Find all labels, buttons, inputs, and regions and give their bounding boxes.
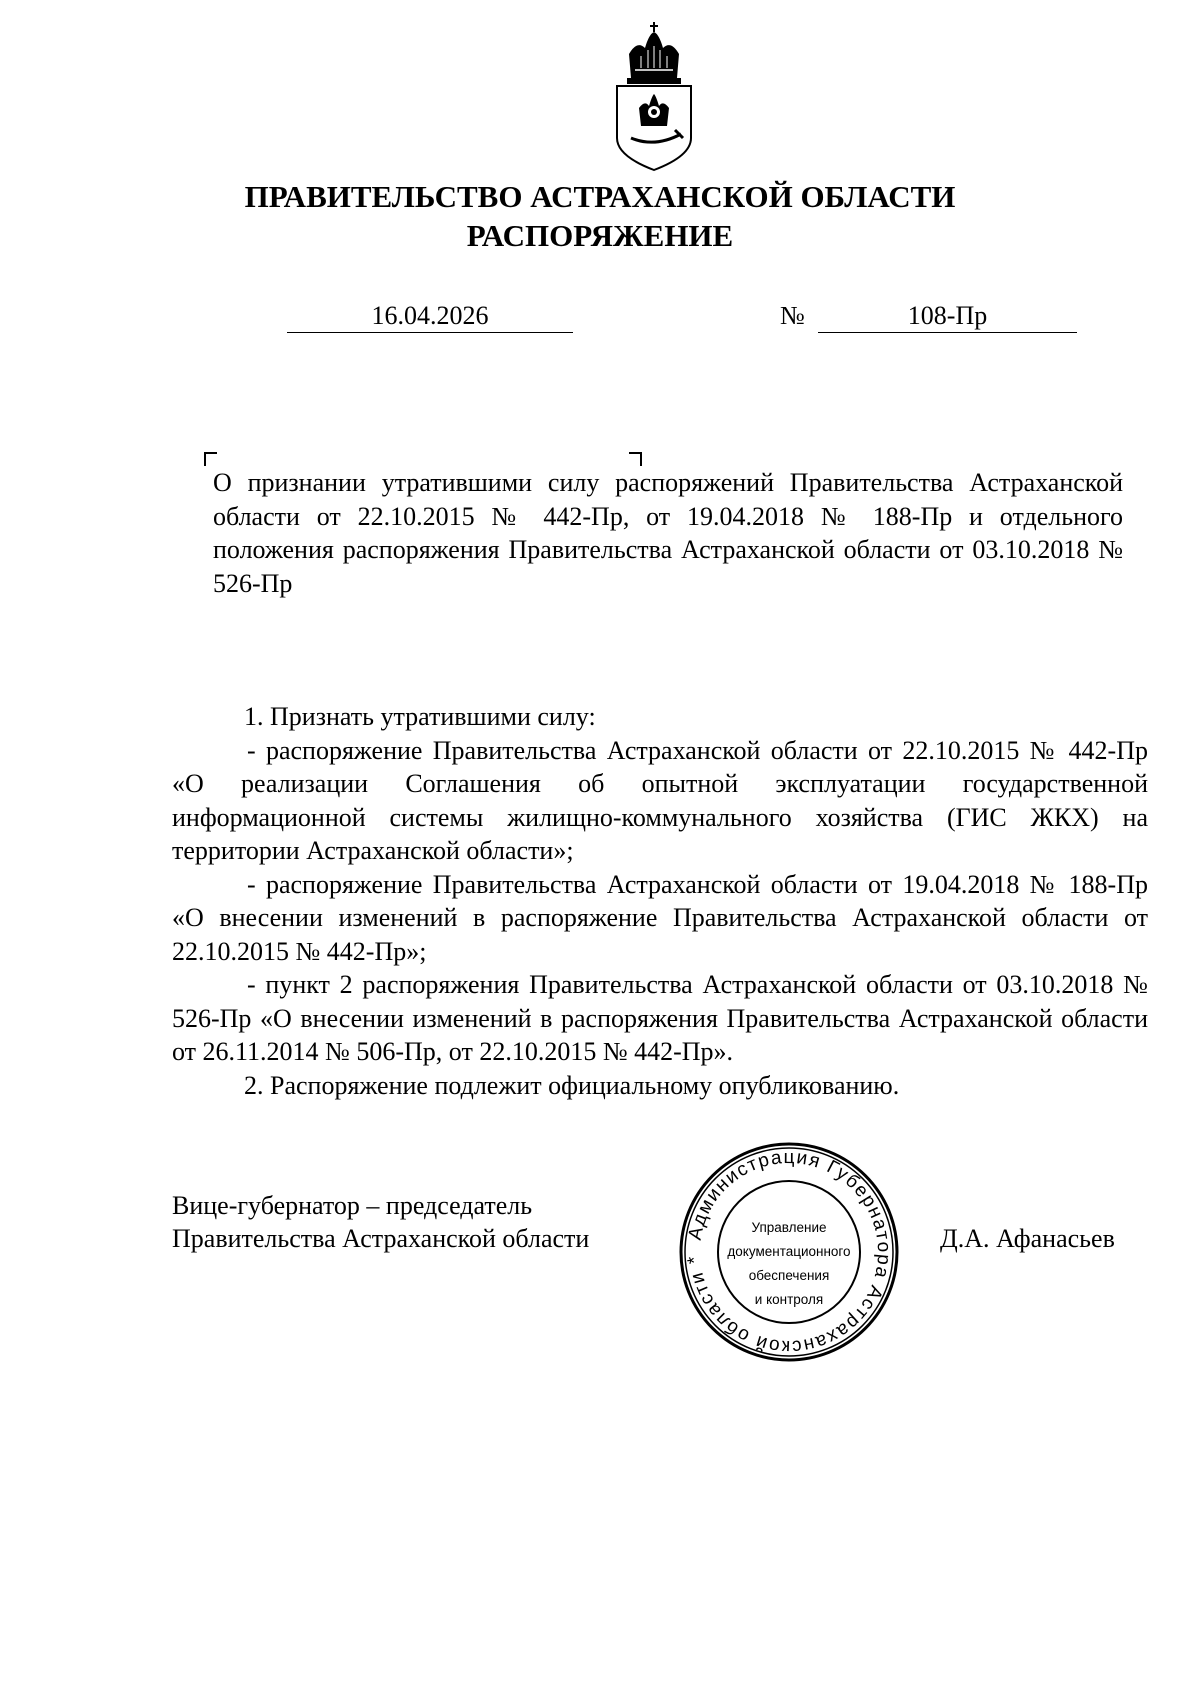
seal-center-line: обеспечения (748, 1268, 830, 1283)
official-seal (677, 1140, 901, 1364)
clause-1: 1. Признать утратившими силу: (244, 702, 596, 731)
seal-center-line: документационного (727, 1244, 851, 1259)
seal-center-line: Управление (751, 1220, 827, 1235)
signer-position (172, 1189, 589, 1255)
subject-corner-right (629, 452, 642, 466)
document-number: 108-Пр (818, 301, 1077, 333)
clause-2: 2. Распоряжение подлежит официальному опубликованию. (244, 1070, 900, 1100)
clause-1-point: - распоряжение Правительства Астраханской области от 19.04.2018 № 188-Пр «О внесении изменений в распоряжение Правительства Астраханской области от 22.10.2015 № 442-Пр»; (172, 869, 1148, 966)
organization-title: ПРАВИТЕЛЬСТВО АСТРАХАНСКОЙ ОБЛАСТИ (244, 179, 956, 214)
seal-ring-text: Администрация Губернатора Астраханской области * (683, 1146, 895, 1358)
coat-of-arms-emblem (611, 20, 697, 172)
clause-1-point: - пункт 2 распоряжения Правительства Астраханской области от 03.10.2018 № 526-Пр «О внесении изменений в распоряжения Правительства Астраханской области от 26.11.2014 № 506-Пр, от 22.10.2015 № 442-Пр». (172, 970, 1148, 1066)
signer-name: Д.А. Афанасьев (940, 1224, 1115, 1253)
signer-position-line: Вице-губернатор – председатель (172, 1191, 533, 1220)
document-type-title: РАСПОРЯЖЕНИЕ (466, 218, 734, 253)
document-body (172, 700, 1148, 1102)
subject-corner-left (204, 452, 217, 466)
clause-1-point: - распоряжение Правительства Астраханской области от 22.10.2015 № 442-Пр «О реализации Соглашения об опытной эксплуатации государственной информационной системы жилищно-коммунального хозяйства (ГИС ЖКХ) на территории Астраханской области»; (172, 735, 1148, 865)
document-subject: О признании утратившими силу распоряжений Правительства Астраханской области от 22.10.2015 № 442-Пр, от 19.04.2018 № 188-Пр и отдельного положения распоряжения Правительства Астраханской области от 03.10.2018 № 526-Пр (213, 468, 1123, 598)
signer-position-line: Правительства Астраханской области (172, 1224, 590, 1253)
number-sign: № (780, 301, 805, 330)
seal-center-line: и контроля (754, 1292, 824, 1307)
document-date: 16.04.2026 (287, 301, 573, 333)
